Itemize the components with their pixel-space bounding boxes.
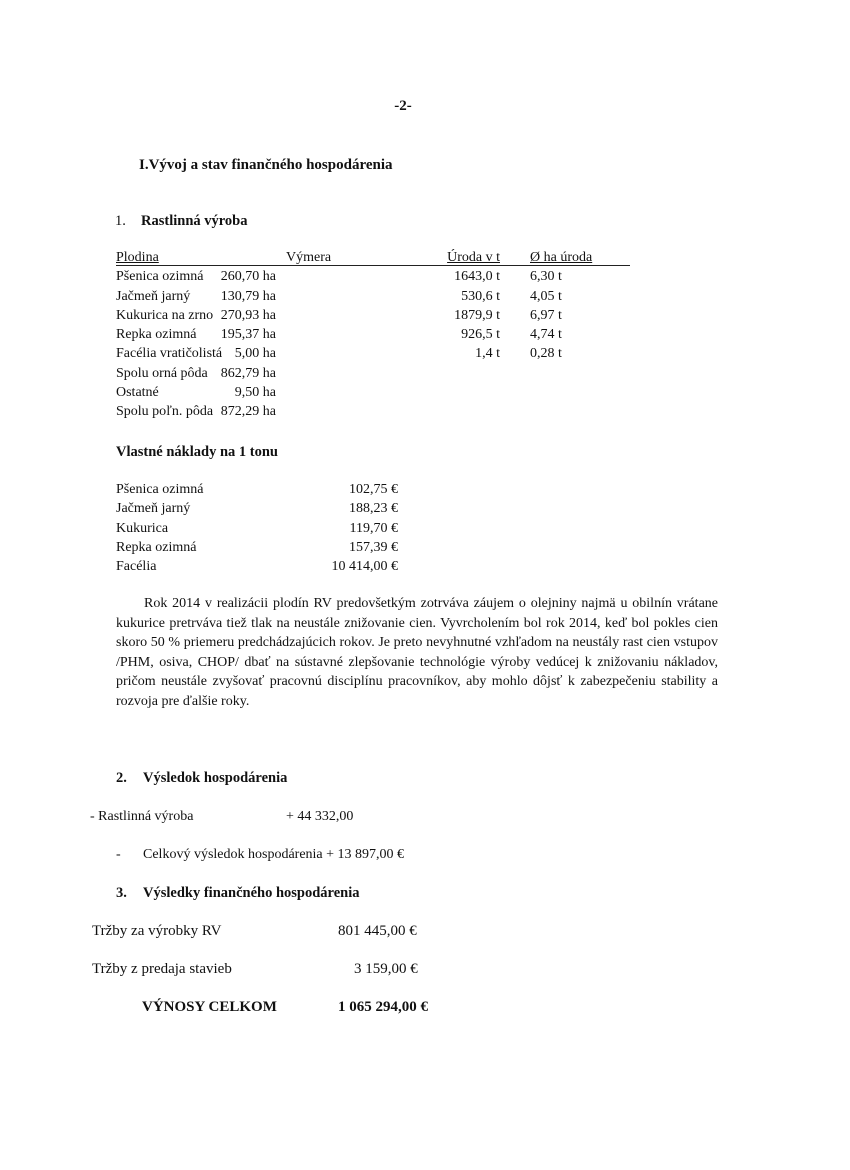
table-row [116, 268, 630, 287]
cost-crop-name: Jačmeň jarný [116, 501, 191, 517]
crop-yield: 1643,0 t [454, 269, 500, 285]
header-vymera: Výmera [286, 250, 332, 265]
crop-area: 862,79 ha [220, 365, 276, 381]
revenue-line [92, 922, 417, 941]
crop-yield: 926,5 t [461, 327, 500, 343]
crop-area: 872,29 ha [220, 404, 276, 420]
total-revenue-value: 1 065 294,00 € [338, 999, 428, 1015]
crop-avg-yield: 4,05 t [530, 288, 562, 304]
total-revenue-label: VÝNOSY CELKOM [142, 999, 277, 1015]
revenue-label: Tržby z predaja stavieb [92, 961, 232, 977]
crop-avg-yield: 0,28 t [530, 346, 562, 362]
crop-name: Facélia vratičolistá [116, 346, 223, 362]
crop-table-header [116, 249, 630, 268]
list-item [116, 481, 406, 500]
cost-value: 10 414,00 € [331, 559, 398, 575]
table-row [116, 288, 630, 307]
cost-value: 102,75 € [349, 482, 398, 497]
table-row [116, 384, 630, 403]
crop-area: 130,79 ha [220, 288, 276, 304]
cost-crop-name: Pšenica ozimná [116, 482, 204, 497]
crop-yield: 1,4 t [475, 346, 500, 362]
table-row [116, 403, 630, 422]
crop-name: Spolu poľn. pôda [116, 404, 214, 420]
rv-result-value: + 44 332,00 [286, 809, 354, 824]
section-2-title: Výsledok hospodárenia [143, 770, 288, 786]
cost-crop-name: Kukurica [116, 520, 169, 536]
section-2-number: 2. [116, 770, 127, 786]
header-uroda: Úroda v t [447, 250, 500, 265]
revenue-line [92, 960, 418, 979]
total-result-value: + 13 897,00 € [326, 847, 405, 862]
crop-area: 270,93 ha [220, 307, 276, 323]
table-row [116, 307, 630, 326]
costs-list [116, 481, 406, 577]
cost-value: 119,70 € [349, 520, 398, 536]
section-3-heading [116, 884, 359, 902]
cost-value: 188,23 € [349, 501, 398, 517]
rv-result-line [90, 808, 354, 826]
crop-area: 195,37 ha [220, 327, 276, 343]
page-number: -2- [394, 98, 412, 114]
total-revenue-line [142, 998, 428, 1017]
list-item [116, 520, 406, 539]
section-2-heading [116, 769, 287, 787]
list-item [116, 558, 406, 577]
header-plodina: Plodina [116, 250, 159, 265]
header-avg-yield: Ø ha úroda [530, 250, 593, 265]
section-3-number: 3. [116, 885, 127, 901]
cost-value: 157,39 € [349, 539, 398, 555]
revenue-value: 801 445,00 € [338, 923, 417, 939]
total-result-line [116, 846, 404, 864]
cost-crop-name: Facélia [116, 559, 157, 575]
section-3-title: Výsledky finančného hospodárenia [143, 885, 360, 901]
crop-name: Repka ozimná [116, 327, 197, 343]
commentary-paragraph: Rok 2014 v realizácii plodín RV predovšetkým zotrváva záujem o olejniny najmä u obilnín vrátane kukurice pretrváva tiež tlak na neustále znižovanie cien. Vyvrcholením bol rok 2014, keď bol pokles cien skoro 50 % priemeru predchádzajúcich rokov. Je preto nevyhnutné vzhľadom na neustály rast cien vstupov /PHM, osiva, CHOP/ dbať na sústavné zlepšovanie technológie výroby vedúcej k znižovaniu nákladov, pričom neustále zvyšovať pracovnú disciplínu pracovníkov, aby mohlo dôjsť k zabezpečeniu stability a rozvoja pre ďalšie roky. [116, 596, 718, 709]
main-title: I.Vývoj a stav finančného hospodárenia [139, 157, 393, 173]
crop-area: 5,00 ha [234, 346, 276, 362]
table-row [116, 326, 630, 345]
crop-name: Jačmeň jarný [116, 288, 191, 304]
revenue-label: Tržby za výrobky RV [92, 923, 222, 939]
crop-name: Kukurica na zrno [116, 307, 214, 323]
crop-name: Spolu orná pôda [116, 365, 208, 381]
crop-area: 9,50 ha [234, 385, 276, 401]
section-1-title: Rastlinná výroba [141, 213, 248, 229]
crop-yield: 530,6 t [461, 288, 500, 304]
section-1-number: 1. [115, 213, 126, 229]
crop-avg-yield: 6,30 t [530, 269, 562, 285]
costs-title: Vlastné náklady na 1 tonu [116, 444, 278, 460]
list-item [116, 500, 406, 519]
crop-table [116, 249, 630, 423]
header-rule [116, 265, 630, 266]
cost-crop-name: Repka ozimná [116, 539, 197, 555]
crop-yield: 1879,9 t [454, 307, 500, 323]
list-item [116, 539, 406, 558]
table-row [116, 365, 630, 384]
revenue-value: 3 159,00 € [354, 961, 418, 977]
rv-result-label: - Rastlinná výroba [90, 809, 194, 824]
crop-name: Ostatné [116, 385, 159, 401]
table-row [116, 345, 630, 364]
crop-name: Pšenica ozimná [116, 269, 204, 285]
crop-avg-yield: 4,74 t [530, 327, 562, 343]
crop-avg-yield: 6,97 t [530, 307, 562, 323]
crop-area: 260,70 ha [220, 269, 276, 285]
total-result-label: Celkový výsledok hospodárenia [143, 847, 323, 862]
section-1-heading [115, 212, 248, 230]
total-result-dash: - [116, 847, 121, 862]
